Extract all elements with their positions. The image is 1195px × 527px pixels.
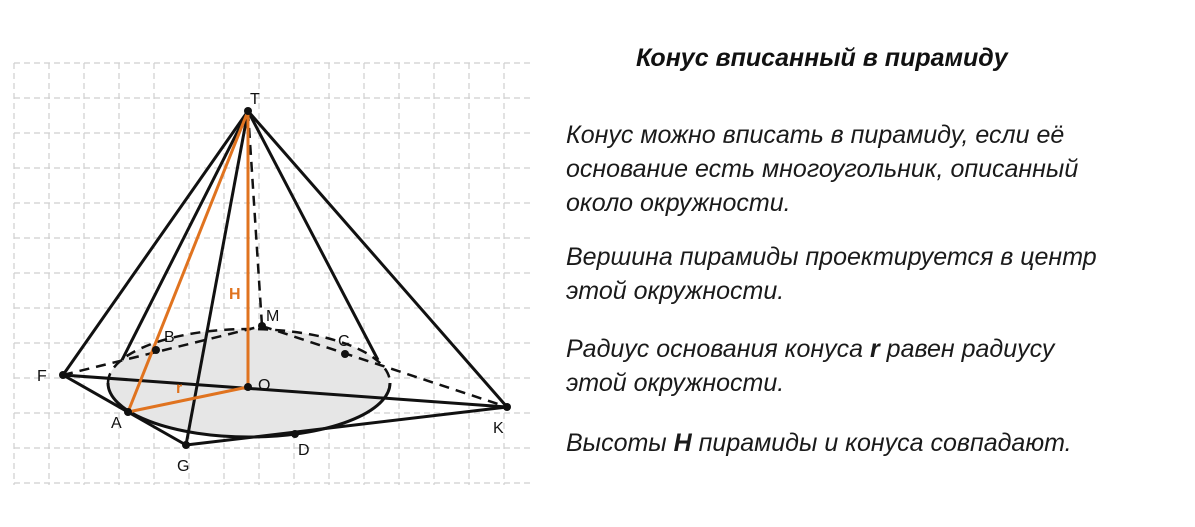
point-D <box>291 430 299 438</box>
point-G <box>182 441 190 449</box>
text-line: основание есть многоугольник, описанный <box>566 155 1079 183</box>
paragraph-radius <box>566 332 1054 400</box>
label-B: B <box>164 329 175 346</box>
point-M <box>258 322 266 330</box>
edge-T-M <box>248 111 262 326</box>
text-segment: Высоты <box>566 429 674 457</box>
height-label: H <box>229 286 241 303</box>
radius-label: r <box>176 380 183 397</box>
label-K: K <box>493 420 504 437</box>
label-O: O <box>258 377 271 394</box>
paragraph-heights <box>566 426 1072 460</box>
text-line: этой окружности. <box>566 277 785 305</box>
text-line: Конус можно вписать в пирамиду, если её <box>566 121 1065 149</box>
label-T: T <box>250 91 260 108</box>
radius-symbol: r <box>870 335 880 363</box>
label-G: G <box>177 458 190 475</box>
point-F <box>59 371 67 379</box>
point-T <box>244 107 252 115</box>
label-A: A <box>111 415 122 432</box>
paragraph-apex-projection <box>566 240 1097 308</box>
text-line: Вершина пирамиды проектируется в центр <box>566 243 1097 271</box>
paragraph-inscribe-condition <box>566 118 1078 220</box>
text-segment: Радиус основания конуса <box>566 335 870 363</box>
pyramid-cone-diagram <box>0 0 560 527</box>
label-M: M <box>266 308 280 325</box>
cone-base-front-arc <box>108 383 390 437</box>
text-line: около окружности. <box>566 189 791 217</box>
point-A <box>124 408 132 416</box>
text-segment: равен радиусу <box>879 335 1055 363</box>
label-F: F <box>37 368 47 385</box>
page-title: Конус вписанный в пирамиду <box>636 44 1008 72</box>
height-symbol: H <box>673 429 692 457</box>
text-segment: пирамиды и конуса совпадают. <box>691 429 1072 457</box>
label-C: C <box>338 333 350 350</box>
label-D: D <box>298 442 310 459</box>
text-line <box>566 332 1054 366</box>
point-C <box>341 350 349 358</box>
point-O <box>244 383 252 391</box>
point-K <box>503 403 511 411</box>
text-line: этой окружности. <box>566 369 785 397</box>
cone-generatrix-left <box>122 111 248 360</box>
point-B <box>152 346 160 354</box>
